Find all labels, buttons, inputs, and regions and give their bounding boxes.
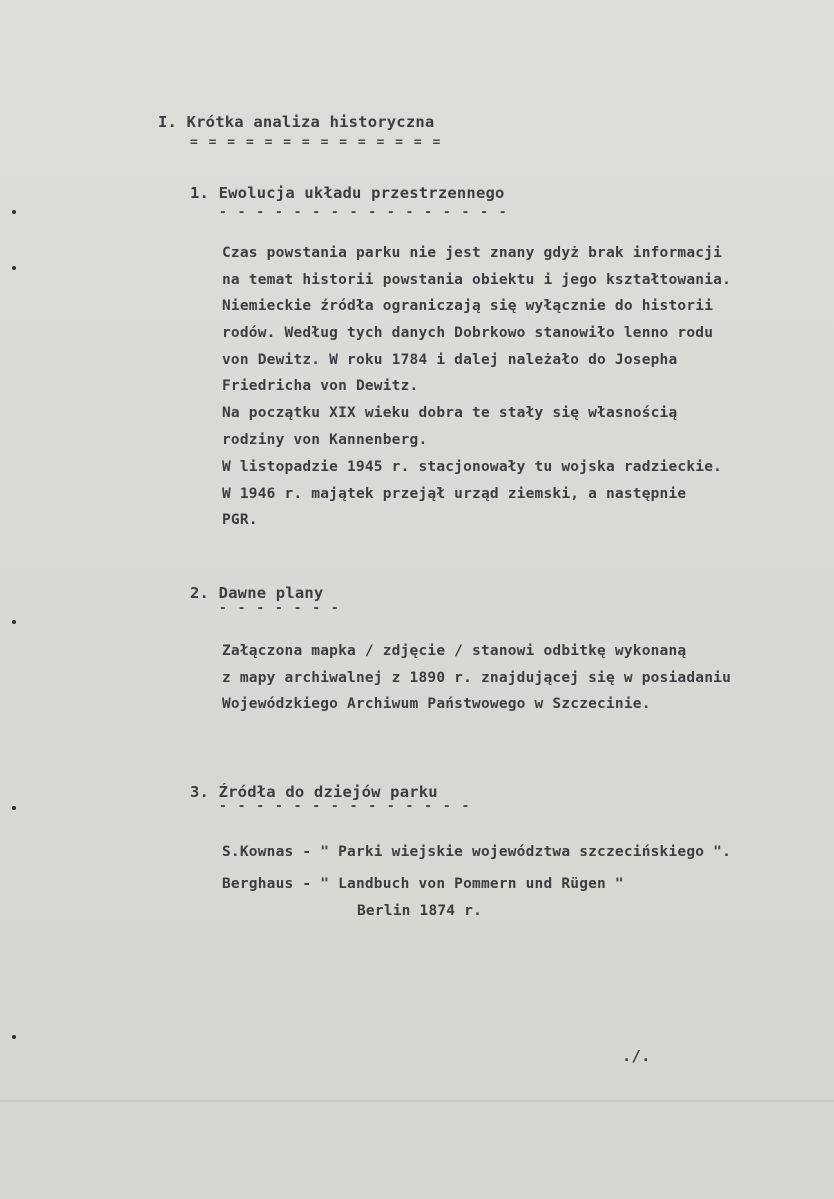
paragraph-line: von Dewitz. W roku 1784 i dalej należało do Josepha [222, 352, 678, 368]
paragraph-line: Załączona mapka / zdjęcie / stanowi odbitkę wykonaną [222, 643, 687, 659]
paragraph-line: PGR. [222, 512, 258, 528]
page-fold-line [0, 1100, 834, 1102]
punch-hole-mark [12, 210, 16, 214]
section-underline: - - - - - - - - - - - - - - [219, 799, 471, 814]
source-reference: Berghaus - " Landbuch von Pommern und Rügen " [222, 876, 624, 892]
title-underline: = = = = = = = = = = = = = = [190, 135, 442, 150]
paragraph-line: W listopadzie 1945 r. stacjonowały tu wojska radzieckie. [222, 459, 723, 475]
section-heading: 2. Dawne plany [190, 584, 324, 602]
paragraph-line: rodziny von Kannenberg. [222, 432, 428, 448]
punch-hole-mark [12, 266, 16, 270]
document-title: I. Krótka analiza historyczna [158, 113, 435, 131]
paragraph-line: Niemieckie źródła ograniczają się wyłącznie do historii [222, 298, 714, 314]
section-underline: - - - - - - - [219, 601, 341, 616]
section-heading: 1. Ewolucja układu przestrzennego [190, 184, 505, 202]
paragraph-line: Na początku XIX wieku dobra te stały się własnością [222, 405, 678, 421]
paragraph-line: na temat historii powstania obiektu i jego kształtowania. [222, 272, 731, 288]
punch-hole-mark [12, 620, 16, 624]
source-reference: Berlin 1874 r. [357, 903, 483, 919]
source-reference: S.Kownas - " Parki wiejskie województwa szczecińskiego ". [222, 844, 731, 860]
paragraph-line: rodów. Według tych danych Dobrkowo stanowiło lenno rodu [222, 325, 714, 341]
paragraph-line: Wojewódzkiego Archiwum Państwowego w Szczecinie. [222, 696, 651, 712]
punch-hole-mark [12, 1035, 16, 1039]
continuation-mark: ./. [622, 1047, 651, 1065]
paragraph-line: z mapy archiwalnej z 1890 r. znajdującej się w posiadaniu [222, 670, 731, 686]
paragraph-line: W 1946 r. majątek przejął urząd ziemski, a następnie [222, 486, 687, 502]
punch-hole-mark [12, 806, 16, 810]
paragraph-line: Friedricha von Dewitz. [222, 378, 419, 394]
paragraph-line: Czas powstania parku nie jest znany gdyż brak informacji [222, 245, 723, 261]
section-heading: 3. Źródła do dziejów parku [190, 783, 438, 801]
section-underline: - - - - - - - - - - - - - - - - [219, 205, 509, 220]
